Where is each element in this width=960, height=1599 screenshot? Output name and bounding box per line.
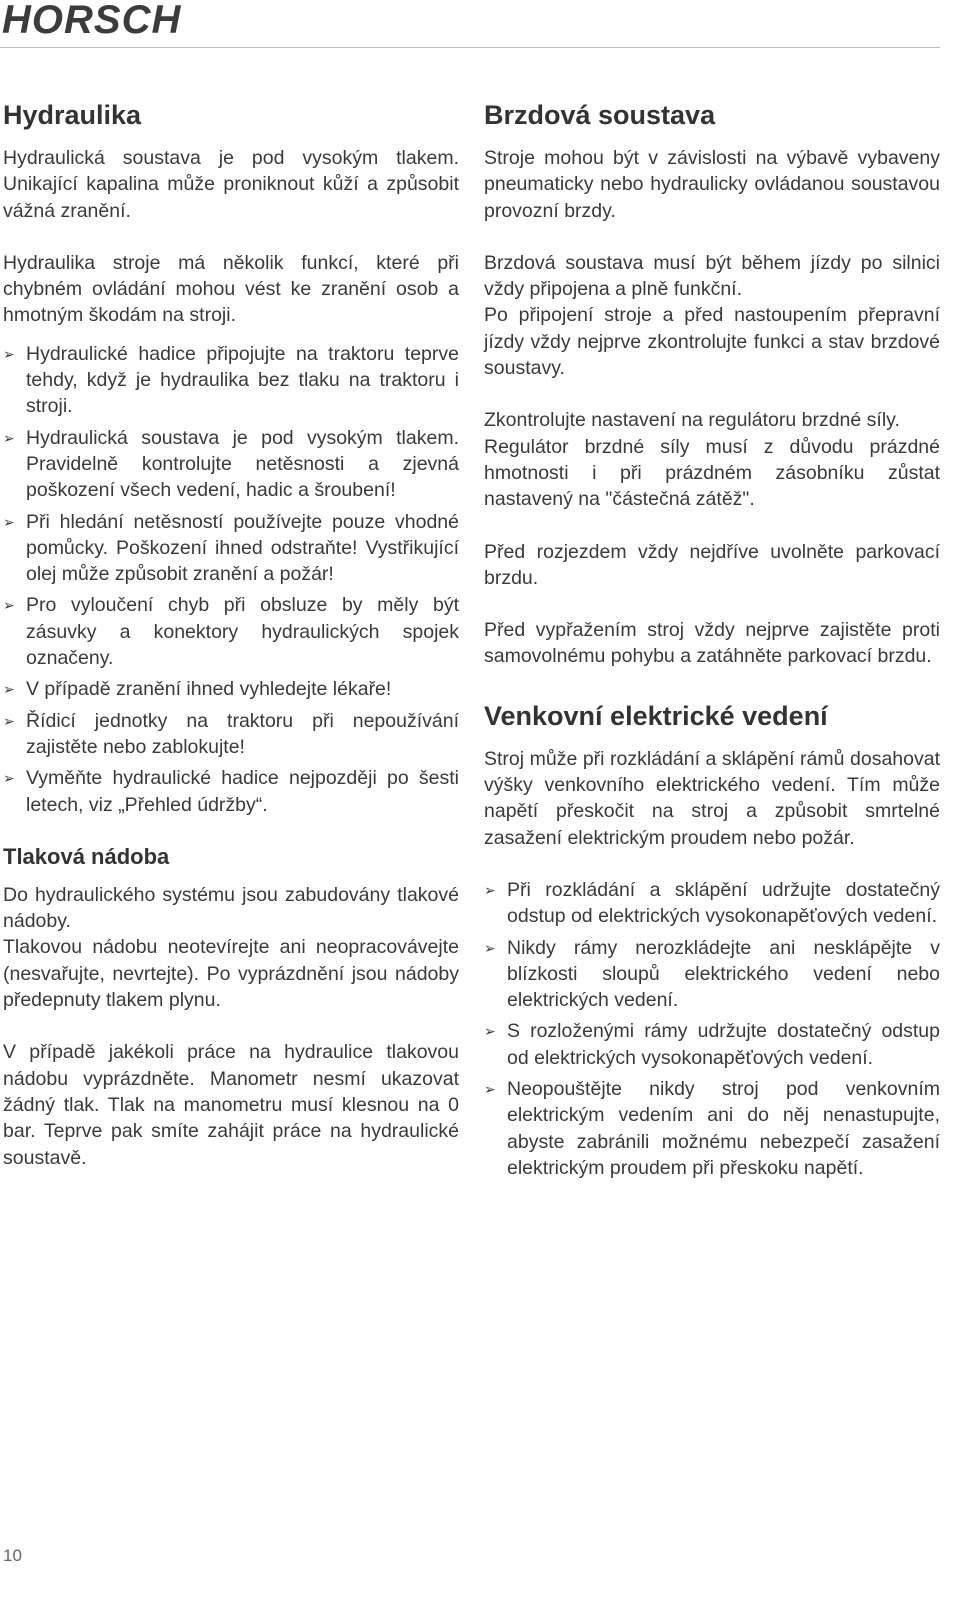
paragraph: Do hydraulického systému jsou zabudovány tlakové nádoby.: [3, 883, 459, 933]
page-header: [0, 0, 960, 50]
bullet-arrow-icon: ➢: [3, 681, 15, 698]
bullet-arrow-icon: ➢: [3, 513, 15, 530]
bullet-arrow-icon: ➢: [3, 712, 15, 729]
list-item: ➢ V případě zranění ihned vyhledejte lékaře!: [3, 676, 459, 702]
paragraph: Hydraulika stroje má několik funkcí, které při chybném ovládání mohou vést ke zranění osob a hmotným škodám na stroji.: [3, 251, 459, 327]
bullet-list-venkovni: [484, 877, 940, 1181]
list-item: ➢ Při hledání netěsností používejte pouze vhodné pomůcky. Poškození ihned odstraňte! Vystřikující olej může způsobit zranění a požár!: [3, 510, 459, 586]
list-item: ➢ Pro vyloučení chyb při obsluze by měly být zásuvky a konektory hydraulických spojek označeny.: [3, 594, 459, 670]
list-item: ➢ Neopouštějte nikdy stroj pod venkovním elektrickým vedením ani do něj nenastupujte, abyste zabránili možnému nebezpečí zasažení elektrickým proudem při přeskoku napětí.: [484, 1078, 940, 1179]
bullet-arrow-icon: ➢: [3, 429, 15, 446]
paragraph: Po připojení stroje a před nastoupením přepravní jízdy vždy nejprve zkontrolujte funkci a stav brzdové soustavy.: [484, 304, 940, 380]
right-column: [484, 95, 940, 1203]
horsch-logo: HORSCH: [2, 0, 182, 42]
list-item: ➢ Vyměňte hydraulické hadice nejpozději po šesti letech, viz „Přehled údržby“.: [3, 767, 459, 816]
paragraph: Stroje mohou být v závislosti na výbavě vybaveny pneumaticky nebo hydraulicky ovládanou soustavou provozní brzdy.: [484, 147, 940, 222]
section-title-hydraulika: Hydraulika: [3, 100, 142, 130]
paragraph: Hydraulická soustava je pod vysokým tlakem. Unikající kapalina může proniknout kůží a způsobit vážná zranění.: [3, 147, 459, 222]
bullet-arrow-icon: ➢: [484, 881, 496, 898]
bullet-arrow-icon: ➢: [3, 597, 15, 614]
bullet-arrow-icon: ➢: [3, 770, 15, 787]
paragraph: Tlakovou nádobu neotevírejte ani neopracovávejte (nesvařujte, nevrtejte). Po vyprázdnění jsou nádoby předepnuty tlakem plynu.: [3, 936, 459, 1012]
paragraph: Regulátor brzdné síly musí z důvodu prázdné hmotnosti i při prázdném zásobníku zůstat nastavený na "částečná zátěž".: [484, 435, 940, 511]
section-title-tlakova-nadoba: Tlaková nádoba: [3, 843, 170, 869]
paragraph: Zkontrolujte nastavení na regulátoru brzdné síly.: [484, 409, 900, 432]
list-item: ➢ Nikdy rámy nerozkládejte ani nesklápějte v blízkosti sloupů elektrického vedení nebo elektrických vedení.: [484, 936, 940, 1012]
bullet-list-hydraulika: [3, 341, 459, 818]
paragraph: Před vypřažením stroj vždy nejprve zajistěte proti samovolnému pohybu a zatáhněte parkovací brzdu.: [484, 619, 940, 668]
paragraph: Před rozjezdem vždy nejdříve uvolněte parkovací brzdu.: [484, 540, 940, 589]
header-divider: [0, 47, 940, 48]
list-item: ➢ Řídicí jednotky na traktoru při nepoužívání zajistěte nebo zablokujte!: [3, 709, 459, 758]
list-item: ➢ Hydraulické hadice připojujte na traktoru teprve tehdy, když je hydraulika bez tlaku na traktoru i stroji.: [3, 342, 459, 418]
paragraph: Brzdová soustava musí být během jízdy po silnici vždy připojena a plně funkční.: [484, 251, 940, 301]
bullet-arrow-icon: ➢: [484, 939, 496, 956]
list-item: ➢ S rozloženými rámy udržujte dostatečný odstup od elektrických vysokonapěťových vedení.: [484, 1020, 940, 1069]
bullet-arrow-icon: ➢: [3, 345, 15, 362]
left-column: [3, 95, 459, 1197]
paragraph: Stroj může při rozkládání a sklápění rámů dosahovat výšky venkovního elektrického vedení. Tím může napětí přeskočit na stroj a způsobit smrtelné zasažení elektrickým proudem nebo požár.: [484, 747, 940, 849]
page-number: 10: [3, 1546, 22, 1565]
paragraph: V případě jakékoli práce na hydraulice tlakovou nádobu vyprázdněte. Manometr nesmí ukazovat žádný tlak. Tlak na manometru musí klesnou na 0 bar. Teprve pak smíte zahájit práce na hydraulické soustavě.: [3, 1041, 459, 1169]
section-title-venkovni-vedeni: Venkovní elektrické vedení: [484, 700, 828, 731]
bullet-arrow-icon: ➢: [484, 1023, 496, 1040]
list-item: ➢ Při rozkládání a sklápění udržujte dostatečný odstup od elektrických vysokonapěťových vedení.: [484, 878, 940, 928]
list-item: ➢ Hydraulická soustava je pod vysokým tlakem. Pravidelně kontrolujte netěsnosti a zjevná poškození všech vedení, hadic a šroubení!: [3, 426, 459, 502]
section-title-brzdova-soustava: Brzdová soustava: [484, 100, 716, 130]
bullet-arrow-icon: ➢: [484, 1081, 496, 1098]
